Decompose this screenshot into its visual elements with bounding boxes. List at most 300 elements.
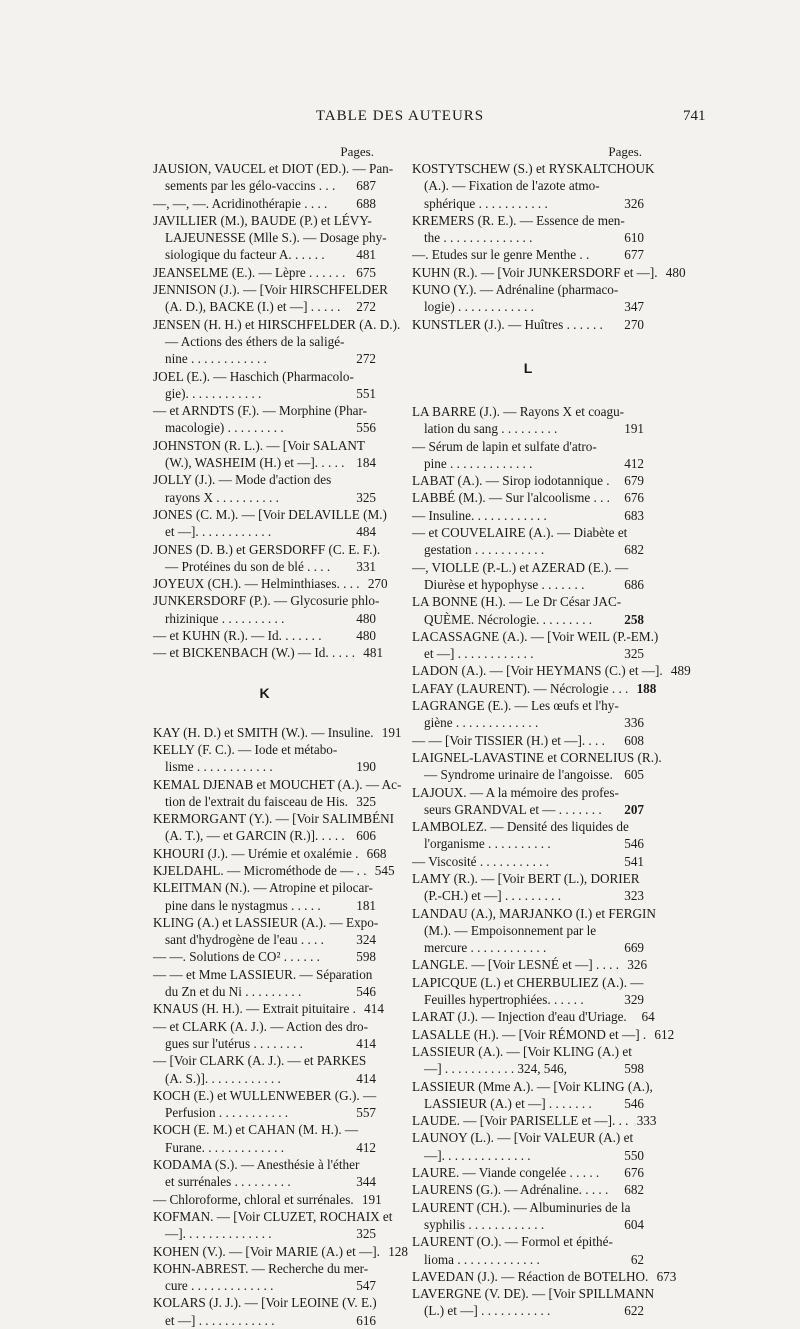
- entry-page-number: 336: [624, 715, 644, 731]
- entry-text: — Chloroforme, chloral et surrénales.: [153, 1191, 354, 1207]
- entry-text: mercure . . . . . . . . . . . .: [424, 940, 547, 956]
- entry-text: LARAT (J.). — Injection d'eau d'Uriage.: [412, 1009, 627, 1025]
- index-entry-line: [412, 870, 644, 887]
- index-entry-line: [153, 402, 376, 419]
- entry-text: LASSIEUR (A.) et —] . . . . . . .: [424, 1095, 592, 1111]
- index-entry-line: [153, 471, 376, 488]
- index-entry-line: [153, 1191, 382, 1208]
- entry-text: KERMORGANT (Y.). — [Voir SALIMBÉNI: [153, 811, 395, 827]
- index-entry-line: [153, 264, 376, 281]
- entry-text: KUNO (Y.). — Adrénaline (pharmaco-: [412, 282, 619, 298]
- entry-text: JOHNSTON (R. L.). — [Voir SALANT: [153, 437, 365, 453]
- entry-page-number: 325: [356, 793, 376, 809]
- entry-text: (A. S.)]. . . . . . . . . . . .: [165, 1070, 281, 1086]
- index-entry-line: [412, 645, 644, 662]
- entry-page-number: 325: [356, 489, 376, 505]
- index-entry-line: [153, 741, 376, 758]
- entry-text: LABBÉ (M.). — Sur l'alcoolisme . . .: [412, 490, 610, 506]
- index-entry-line: [153, 627, 376, 644]
- entry-page-number: 608: [624, 732, 644, 748]
- index-entry-line: [153, 1087, 376, 1104]
- entry-text: LAMY (R.). — [Voir BERT (L.), DORIER: [412, 870, 640, 886]
- entry-page-number: 481: [363, 645, 384, 661]
- entry-page-number: 184: [356, 455, 376, 471]
- index-entry-line: [153, 1000, 384, 1017]
- entry-text: LA BARRE (J.). — Rayons X et coagu-: [412, 403, 625, 419]
- entry-text: JENSEN (H. H.) et HIRSCHFELDER (A. D.).: [153, 316, 401, 332]
- index-entry-line: [153, 776, 402, 793]
- index-entry-line: [153, 385, 376, 402]
- entry-text: KLEITMAN (N.). — Atropine et pilocar-: [153, 880, 373, 896]
- entry-text: — et ARNDTS (F.). — Morphine (Phar-: [153, 403, 368, 419]
- index-entry-line: [412, 524, 644, 541]
- index-entry-line: [412, 438, 644, 455]
- index-entry-line: [153, 350, 376, 367]
- entry-text: Feuilles hypertrophiées. . . . . .: [424, 992, 584, 1008]
- entry-text: — et KUHN (R.). — Id. . . . . . .: [153, 628, 322, 644]
- index-entry-line: [412, 264, 686, 281]
- entry-page-number: 547: [356, 1278, 376, 1294]
- entry-page-number: 688: [356, 195, 376, 211]
- index-entry-line: [412, 298, 644, 315]
- entry-text: JONES (D. B.) et GERSDORFF (C. E. F.).: [153, 541, 381, 557]
- entry-page-number: 324: [356, 932, 376, 948]
- entry-page-number: 687: [356, 178, 376, 194]
- entry-text: LAMBOLEZ. — Densité des liquides de: [412, 819, 629, 835]
- entry-text: gestation . . . . . . . . . . .: [424, 542, 545, 558]
- entry-page-number: 677: [624, 247, 644, 263]
- entry-text: — Sérum de lapin et sulfate d'atro-: [412, 438, 597, 454]
- entry-text: (L.) et —] . . . . . . . . . . .: [424, 1303, 551, 1319]
- entry-page-number: 598: [624, 1061, 644, 1077]
- entry-text: KNAUS (H. H.). — Extrait pituitaire .: [153, 1001, 356, 1017]
- section-letter-l: L: [523, 359, 533, 376]
- entry-page-number: 679: [624, 473, 644, 489]
- entry-text: (A. D.), BACKE (I.) et —] . . . . .: [165, 299, 341, 315]
- entry-text: Furane. . . . . . . . . . . . .: [165, 1139, 285, 1155]
- entry-text: LAJEUNESSE (Mlle S.). — Dosage phy-: [165, 230, 387, 246]
- entry-page-number: 323: [624, 888, 644, 904]
- entry-text: LAURE. — Viande congelée . . . . .: [412, 1165, 600, 1181]
- entries-block: [412, 403, 691, 1320]
- index-entry-line: [412, 1199, 644, 1216]
- entry-page-number: 480: [665, 264, 686, 280]
- index-entry-line: [412, 472, 644, 489]
- index-entry-line: [412, 541, 644, 558]
- index-entry-line: [412, 593, 644, 610]
- index-entry-line: [412, 939, 644, 956]
- entry-text: LAUNOY (L.). — [Voir VALEUR (A.) et: [412, 1130, 634, 1146]
- index-entry-line: [412, 195, 644, 212]
- index-entry-line: [412, 801, 644, 818]
- entry-page-number: 551: [356, 385, 376, 401]
- entry-text: LANDAU (A.), MARJANKO (I.) et FERGIN: [412, 905, 656, 921]
- index-entry-line: [412, 922, 644, 939]
- index-entry-line: [412, 229, 644, 246]
- entry-page-number: 188: [636, 680, 657, 696]
- index-entry-line: [153, 793, 376, 810]
- entries-block: [153, 160, 401, 662]
- entry-text: KOHN-ABREST. — Recherche du mer-: [153, 1260, 369, 1276]
- entry-text: LADON (A.). — [Voir HEYMANS (C.) et —].: [412, 663, 663, 679]
- entry-text: KOSTYTSCHEW (S.) et RYSKALTCHOUK: [412, 161, 655, 176]
- index-entry-line: [153, 1018, 376, 1035]
- index-entry-line: [153, 246, 376, 263]
- entry-page-number: 616: [356, 1312, 376, 1328]
- entry-page-number: 612: [654, 1026, 675, 1042]
- index-entry-line: [153, 931, 376, 948]
- entry-text: — Insuline. . . . . . . . . . . .: [412, 507, 547, 523]
- entry-text: syphilis . . . . . . . . . . . .: [424, 1216, 545, 1232]
- index-entry-line: [412, 714, 644, 731]
- entry-text: (W.), WASHEIM (H.) et —]. . . . .: [165, 455, 345, 471]
- entry-text: et surrénales . . . . . . . . .: [165, 1174, 291, 1190]
- entry-page-number: 480: [356, 628, 376, 644]
- index-entry-line: [412, 853, 644, 870]
- entry-page-number: 545: [374, 862, 395, 878]
- index-entry-line: [412, 1181, 644, 1198]
- entry-text: KREMERS (R. E.). — Essence de men-: [412, 212, 625, 228]
- entry-text: JAUSION, VAUCEL et DIOT (ED.). — Pan-: [153, 161, 394, 176]
- entry-text: —, VIOLLE (P.-L.) et AZERAD (E.). —: [412, 559, 629, 575]
- index-entry-line: [153, 897, 376, 914]
- entry-page-number: 64: [641, 1009, 655, 1025]
- entry-text: LAURENS (G.). — Adrénaline. . . . .: [412, 1182, 609, 1198]
- index-entry-line: [412, 1043, 644, 1060]
- entry-text: JUNKERSDORF (P.). — Glycosurie phlo-: [153, 593, 380, 609]
- index-entry-line: [412, 1095, 644, 1112]
- index-entry-line: [412, 403, 644, 420]
- index-entry-line: [412, 489, 644, 506]
- index-entry-line: [412, 887, 644, 904]
- entry-text: —]. . . . . . . . . . . . . .: [424, 1147, 531, 1163]
- entry-page-number: 480: [356, 610, 376, 626]
- entry-page-number: 557: [356, 1105, 376, 1121]
- index-entry-line: [153, 983, 376, 1000]
- index-entry-line: [153, 1156, 376, 1173]
- entry-text: siologique du facteur A. . . . . .: [165, 247, 325, 263]
- entry-text: LACASSAGNE (A.). — [Voir WEIL (P.-EM.): [412, 628, 659, 644]
- index-entry-line: [153, 1035, 376, 1052]
- entry-text: JAVILLIER (M.), BAUDE (P.) et LÉVY-: [153, 212, 372, 228]
- entry-text: LAUDE. — [Voir PARISELLE et —]. . .: [412, 1113, 629, 1129]
- index-entry-line: [153, 523, 376, 540]
- entry-text: — et COUVELAIRE (A.). — Diabète et: [412, 525, 628, 541]
- entry-page-number: 489: [670, 663, 691, 679]
- index-entry-line: [153, 758, 376, 775]
- entry-text: macologie) . . . . . . . . .: [165, 420, 284, 436]
- index-entry-line: [412, 1078, 653, 1095]
- index-entry-line: [153, 281, 388, 298]
- entry-text: JOYEUX (CH.). — Helminthiases. . . .: [153, 576, 360, 592]
- index-entry-line: [412, 991, 644, 1008]
- entry-text: KOCH (E. M.) et CAHAN (M. H.). —: [153, 1122, 359, 1138]
- index-entry-line: [153, 177, 376, 194]
- entry-text: LAVERGNE (V. DE). — [Voir SPILLMANN: [412, 1286, 655, 1302]
- entry-page-number: 610: [624, 230, 644, 246]
- entry-text: — et CLARK (A. J.). — Action des dro-: [153, 1018, 369, 1034]
- index-entry-line: [412, 455, 644, 472]
- index-entry-line: [153, 212, 376, 229]
- index-entry-line: [412, 177, 644, 194]
- index-entry-line: [412, 628, 659, 645]
- index-entry-line: [153, 575, 388, 592]
- entry-page-number: 333: [636, 1113, 657, 1129]
- index-entry-line: [153, 195, 376, 212]
- entry-text: — Actions des éthers de la saligé-: [165, 333, 345, 349]
- entry-page-number: 682: [624, 1182, 644, 1198]
- index-entry-line: [153, 437, 376, 454]
- index-entry-line: [153, 298, 376, 315]
- entry-page-number: 412: [356, 1139, 376, 1155]
- entry-text: LAFAY (LAURENT). — Nécrologie . . .: [412, 680, 629, 696]
- entry-page-number: 326: [627, 957, 648, 973]
- index-entry-line: [153, 1208, 393, 1225]
- index-entry-line: [153, 644, 384, 661]
- index-entry-line: [412, 212, 644, 229]
- index-entry-line: [412, 766, 644, 783]
- page-number: 741: [683, 108, 706, 124]
- entry-text: Diurèse et hypophyse . . . . . . .: [424, 576, 585, 592]
- entry-text: gie). . . . . . . . . . . .: [165, 385, 262, 401]
- index-entry-line: [412, 1233, 644, 1250]
- entry-page-number: 181: [356, 897, 376, 913]
- entry-page-number: 412: [624, 455, 644, 471]
- index-entry-line: [153, 454, 376, 471]
- index-entry-line: [412, 1164, 644, 1181]
- entry-text: giène . . . . . . . . . . . . .: [424, 715, 539, 731]
- index-entry-line: [412, 160, 655, 177]
- entry-page-number: 331: [356, 558, 376, 574]
- entry-page-number: 326: [624, 195, 644, 211]
- index-entry-line: [153, 879, 376, 896]
- index-entry-line: [412, 1129, 644, 1146]
- entry-text: (A. T.), — et GARCIN (R.)]. . . . .: [165, 828, 345, 844]
- index-entry-line: [412, 559, 644, 576]
- entry-page-number: 128: [388, 1243, 408, 1259]
- index-entry-line: [412, 662, 691, 679]
- index-entry-line: [153, 1121, 376, 1138]
- index-entry-line: [412, 507, 644, 524]
- index-entry-line: [412, 974, 644, 991]
- entry-text: LAURENT (CH.). — Albuminuries de la: [412, 1199, 631, 1215]
- entry-page-number: 546: [624, 1095, 644, 1111]
- entry-text: JOLLY (J.). — Mode d'action des: [153, 472, 332, 488]
- entry-text: sphérique . . . . . . . . . . .: [424, 195, 548, 211]
- index-entry-line: [153, 1139, 376, 1156]
- entry-page-number: 675: [356, 264, 376, 280]
- entry-text: KOHEN (V.). — [Voir MARIE (A.) et —].: [153, 1243, 380, 1259]
- index-entry-line: [153, 506, 387, 523]
- index-entry-line: [153, 1243, 408, 1260]
- entry-text: gues sur l'utérus . . . . . . . .: [165, 1035, 303, 1051]
- index-entry-line: [153, 1225, 376, 1242]
- entry-text: et —] . . . . . . . . . . . .: [424, 646, 534, 662]
- entry-page-number: 270: [624, 316, 644, 332]
- index-entry-line: [412, 835, 644, 852]
- entry-text: (M.). — Empoisonnement par le: [424, 922, 597, 938]
- entry-text: LANGLE. — [Voir LESNÉ et —] . . . .: [412, 957, 620, 973]
- index-entry-line: [153, 827, 376, 844]
- index-entry-line: [153, 1173, 376, 1190]
- entry-text: (P.-CH.) et —] . . . . . . . . .: [424, 888, 561, 904]
- entry-text: LA BONNE (H.). — Le Dr César JAC-: [412, 594, 622, 610]
- entry-page-number: 622: [624, 1303, 644, 1319]
- entry-text: tion de l'extrait du faisceau de His.: [165, 793, 348, 809]
- index-entry-line: [412, 1112, 657, 1129]
- entry-text: JOEL (E.). — Haschich (Pharmacolo-: [153, 368, 354, 384]
- index-entry-line: [153, 724, 402, 741]
- entry-page-number: 598: [356, 949, 376, 965]
- index-entry-line: [153, 419, 376, 436]
- entry-text: KUNSTLER (J.). — Huîtres . . . . . .: [412, 316, 603, 332]
- index-entry-line: [153, 1104, 376, 1121]
- index-entry-line: [153, 810, 395, 827]
- entry-page-number: 190: [356, 759, 376, 775]
- entry-text: seurs GRANDVAL et — . . . . . . .: [424, 801, 602, 817]
- entry-page-number: 325: [356, 1226, 376, 1242]
- entry-page-number: 556: [356, 420, 376, 436]
- entry-text: pine dans le nystagmus . . . . .: [165, 897, 321, 913]
- entry-text: rayons X . . . . . . . . . .: [165, 489, 279, 505]
- index-entry-line: [153, 1312, 376, 1329]
- index-entry-line: [153, 948, 376, 965]
- entry-text: — [Voir CLARK (A. J.). — et PARKES: [153, 1053, 367, 1069]
- entry-text: LAIGNEL-LAVASTINE et CORNELIUS (R.).: [412, 749, 662, 765]
- entry-text: KOLARS (J. J.). — [Voir LEOINE (V. E.): [153, 1295, 377, 1311]
- index-entry-line: [153, 914, 379, 931]
- entry-text: KOFMAN. — [Voir CLUZET, ROCHAIX et: [153, 1208, 393, 1224]
- index-entry-line: [412, 1216, 644, 1233]
- entry-text: (A.). — Fixation de l'azote atmo-: [424, 178, 600, 194]
- index-entry-line: [412, 956, 648, 973]
- entry-text: cure . . . . . . . . . . . . .: [165, 1278, 274, 1294]
- index-entry-line: [412, 576, 644, 593]
- index-entry-line: [153, 160, 394, 177]
- index-entry-line: [153, 592, 380, 609]
- entry-page-number: 669: [624, 940, 644, 956]
- entry-text: Perfusion . . . . . . . . . . .: [165, 1105, 289, 1121]
- entry-text: — et BICKENBACH (W.) — Id. . . . .: [153, 645, 356, 661]
- index-entry-line: [412, 1302, 644, 1319]
- entry-page-number: 329: [624, 992, 644, 1008]
- index-entry-line: [153, 845, 387, 862]
- entry-text: —, —, —. Acridinothérapie . . . .: [153, 195, 328, 211]
- entry-text: rhizinique . . . . . . . . . .: [165, 610, 285, 626]
- index-entry-line: [412, 1147, 644, 1164]
- entry-text: — Viscosité . . . . . . . . . . .: [412, 853, 550, 869]
- index-entry-line: [153, 966, 376, 983]
- entry-text: l'organisme . . . . . . . . . .: [424, 836, 551, 852]
- entries-block: [412, 160, 686, 333]
- index-entry-line: [412, 784, 644, 801]
- index-entry-line: [412, 1251, 644, 1268]
- index-entry-line: [412, 749, 662, 766]
- entry-text: lation du sang . . . . . . . . .: [424, 421, 558, 437]
- index-entry-line: [153, 489, 376, 506]
- entry-page-number: 191: [361, 1191, 382, 1207]
- entry-page-number: 676: [624, 490, 644, 506]
- entry-text: LASALLE (H.). — [Voir RÉMOND et —] .: [412, 1026, 647, 1042]
- entry-text: KLING (A.) et LASSIEUR (A.). — Expo-: [153, 914, 379, 930]
- entries-block: [153, 724, 408, 1329]
- entry-text: sements par les gélo-vaccins . . .: [165, 178, 336, 194]
- index-entry-line: [153, 1070, 376, 1087]
- entry-text: du Zn et du Ni . . . . . . . . .: [165, 984, 302, 1000]
- entry-text: KOCH (E.) et WULLENWEBER (G.). —: [153, 1087, 377, 1103]
- index-entry-line: [153, 333, 376, 350]
- entry-text: KEMAL DJENAB et MOUCHET (A.). — Ac-: [153, 776, 402, 792]
- entry-text: LABAT (A.). — Sirop iodotannique .: [412, 473, 610, 489]
- entry-text: logie) . . . . . . . . . . . .: [424, 299, 534, 315]
- index-entry-line: [412, 680, 657, 697]
- index-entry-line: [153, 1052, 376, 1069]
- entry-page-number: 325: [624, 646, 644, 662]
- pages-label: Pages.: [340, 144, 374, 159]
- section-letter-k: K: [259, 684, 270, 701]
- entry-text: pine . . . . . . . . . . . . .: [424, 455, 533, 471]
- entry-text: — Protéines du son de blé . . . .: [165, 558, 331, 574]
- index-entry-line: [412, 1268, 677, 1285]
- entry-page-number: 682: [624, 542, 644, 558]
- entry-page-number: 272: [356, 299, 376, 315]
- entry-page-number: 414: [356, 1035, 376, 1051]
- entry-text: nine . . . . . . . . . . . .: [165, 351, 267, 367]
- entry-page-number: 258: [624, 611, 644, 627]
- index-entry-line: [153, 558, 376, 575]
- index-entry-line: [153, 1260, 376, 1277]
- entry-page-number: 546: [624, 836, 644, 852]
- entry-page-number: 270: [367, 576, 388, 592]
- entry-text: KAY (H. D.) et SMITH (W.). — Insuline.: [153, 724, 374, 740]
- entry-page-number: 546: [356, 984, 376, 1000]
- entry-text: QUÈME. Nécrologie. . . . . . . . .: [424, 611, 593, 627]
- entry-text: JEANSELME (E.). — Lèpre . . . . . .: [153, 264, 346, 280]
- entry-page-number: 191: [381, 724, 402, 740]
- entry-text: — — [Voir TISSIER (H.) et —]. . . .: [412, 732, 605, 748]
- entry-text: LAURENT (O.). — Formol et épithé-: [412, 1234, 613, 1250]
- entry-page-number: 676: [624, 1165, 644, 1181]
- entry-text: KJELDAHL. — Microméthode de — . .: [153, 862, 367, 878]
- index-entry-line: [412, 1285, 655, 1302]
- entry-text: KODAMA (S.). — Anesthésie à l'éther: [153, 1157, 360, 1173]
- entry-text: et —] . . . . . . . . . . . .: [165, 1312, 275, 1328]
- index-entry-line: [412, 818, 644, 835]
- index-entry-line: [153, 1277, 376, 1294]
- entry-text: LAGRANGE (E.). — Les œufs et l'hy-: [412, 698, 619, 714]
- entry-text: lioma . . . . . . . . . . . . .: [424, 1251, 540, 1267]
- index-entry-line: [412, 611, 644, 628]
- entry-text: sant d'hydrogène de l'eau . . . .: [165, 932, 324, 948]
- entry-text: —]. . . . . . . . . . . . . .: [165, 1226, 272, 1242]
- entry-text: KUHN (R.). — [Voir JUNKERSDORF et —].: [412, 264, 658, 280]
- entry-text: LAJOUX. — A la mémoire des profes-: [412, 784, 619, 800]
- entry-page-number: 481: [356, 247, 376, 263]
- index-entry-line: [153, 1294, 376, 1311]
- index-entry-line: [412, 905, 656, 922]
- entry-text: lisme . . . . . . . . . . . .: [165, 759, 273, 775]
- entry-page-number: 347: [624, 299, 644, 315]
- right-column: [412, 143, 691, 1320]
- entry-page-number: 207: [624, 801, 644, 817]
- entry-page-number: 668: [366, 845, 387, 861]
- entry-page-number: 272: [356, 351, 376, 367]
- entry-page-number: 541: [624, 853, 644, 869]
- entry-text: — — et Mme LASSIEUR. — Séparation: [153, 966, 373, 982]
- entry-page-number: 414: [364, 1001, 384, 1017]
- entry-text: LAPICQUE (L.) et CHERBULIEZ (A.). —: [412, 974, 644, 990]
- index-entry-line: [412, 281, 644, 298]
